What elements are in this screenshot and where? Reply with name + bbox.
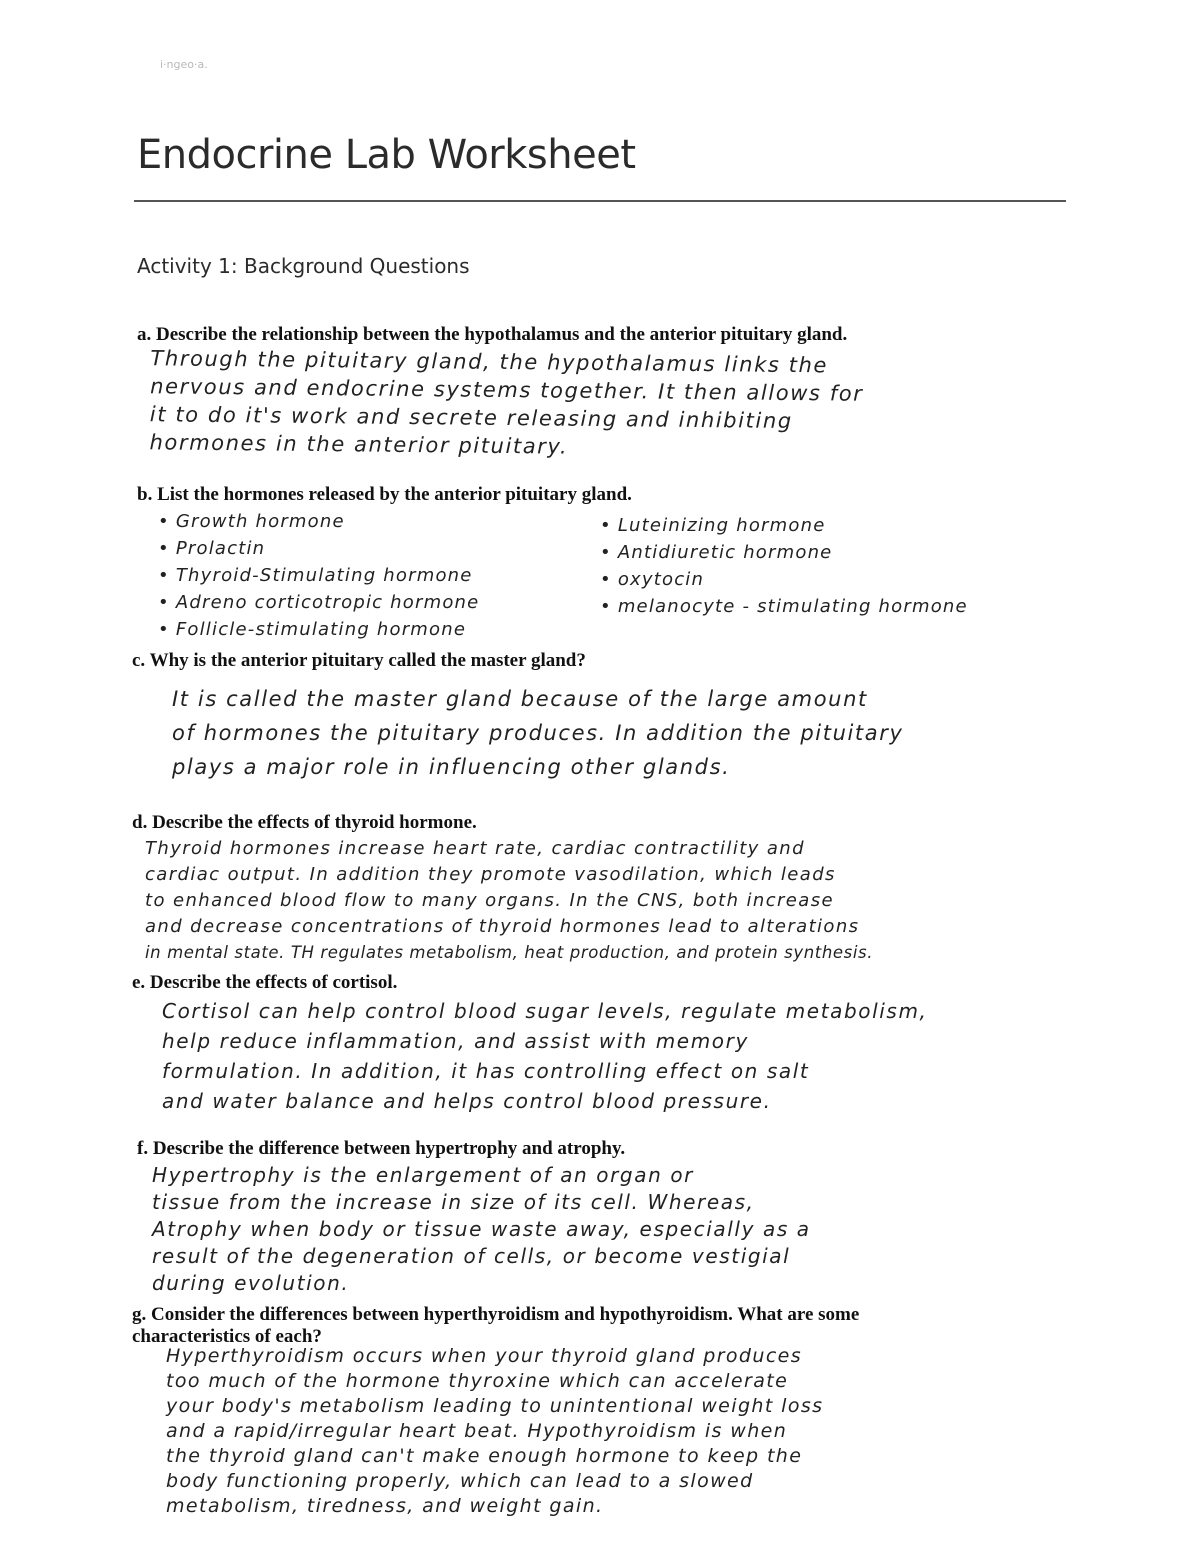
question-d-answer xyxy=(145,836,873,966)
answer-line: tissue from the increase in size of its cell. Whereas, xyxy=(152,1190,755,1214)
answer-line: the thyroid gland can't make enough hormone to keep the xyxy=(166,1445,803,1467)
answer-line: it to do it's work and secrete releasing and inhibiting xyxy=(149,402,793,433)
hormone-list-right xyxy=(600,512,968,620)
answer-line: metabolism, tiredness, and weight gain. xyxy=(166,1495,604,1517)
answer-line: Atrophy when body or tissue waste away, especially as a xyxy=(152,1217,811,1241)
answer-line: of hormones the pituitary produces. In addition the pituitary xyxy=(172,721,904,745)
answer-line: and water balance and helps control blood pressure. xyxy=(162,1089,772,1113)
list-item: • Follicle-stimulating hormone xyxy=(158,616,479,643)
question-e-answer xyxy=(162,996,928,1116)
question-f-answer xyxy=(152,1162,811,1297)
list-item: • Prolactin xyxy=(158,535,479,562)
list-item: • Luteinizing hormone xyxy=(600,512,968,539)
list-item: • Growth hormone xyxy=(158,508,479,535)
answer-line: plays a major role in influencing other glands. xyxy=(172,755,731,779)
answer-line: and a rapid/irregular heart beat. Hypothyroidism is when xyxy=(166,1420,788,1442)
answer-line: your body's metabolism leading to unintentional weight loss xyxy=(166,1395,824,1417)
answer-line: Cortisol can help control blood sugar levels, regulate metabolism, xyxy=(162,999,928,1023)
list-item: • Thyroid-Stimulating hormone xyxy=(158,562,479,589)
question-e-prompt: e. Describe the effects of cortisol. xyxy=(132,972,398,993)
question-c-prompt: c. Why is the anterior pituitary called the master gland? xyxy=(132,650,586,671)
list-item: • oxytocin xyxy=(600,566,968,593)
answer-line: too much of the hormone thyroxine which can accelerate xyxy=(166,1370,789,1392)
question-f-prompt: f. Describe the difference between hypertrophy and atrophy. xyxy=(137,1138,626,1159)
activity-heading: Activity 1: Background Questions xyxy=(137,254,470,278)
answer-line: result of the degeneration of cells, or become vestigial xyxy=(152,1244,791,1268)
answer-line: It is called the master gland because of the large amount xyxy=(172,687,868,711)
question-c-answer xyxy=(172,682,903,784)
list-item: • melanocyte - stimulating hormone xyxy=(600,593,968,620)
answer-line: in mental state. TH regulates metabolism, heat production, and protein synthesis. xyxy=(145,943,874,962)
answer-line: and decrease concentrations of thyroid hormones lead to alterations xyxy=(145,916,860,937)
title-divider xyxy=(134,200,1066,202)
page-title: Endocrine Lab Worksheet xyxy=(137,132,636,178)
question-a-answer xyxy=(149,344,864,463)
answer-line: Hypertrophy is the enlargement of an organ or xyxy=(152,1163,694,1187)
answer-line: hormones in the anterior pituitary. xyxy=(149,430,569,459)
question-a-prompt: a. Describe the relationship between the hypothalamus and the anterior pituitary gland. xyxy=(137,324,848,345)
answer-line: Hyperthyroidism occurs when your thyroid gland produces xyxy=(166,1345,803,1367)
question-g-prompt-line-2: characteristics of each? xyxy=(132,1326,322,1347)
list-item: • Antidiuretic hormone xyxy=(600,539,968,566)
scan-mark: i·ngeo·a. xyxy=(160,58,208,71)
answer-line: body functioning properly, which can lead to a slowed xyxy=(166,1470,754,1492)
answer-line: formulation. In addition, it has controlling effect on salt xyxy=(162,1059,810,1083)
question-g-prompt-line-1: g. Consider the differences between hyperthyroidism and hypothyroidism. What are some xyxy=(132,1304,860,1325)
answer-line: cardiac output. In addition they promote vasodilation, which leads xyxy=(145,864,836,885)
answer-line: Thyroid hormones increase heart rate, cardiac contractility and xyxy=(145,838,805,859)
question-g-answer xyxy=(166,1344,823,1519)
question-b-prompt: b. List the hormones released by the anterior pituitary gland. xyxy=(137,484,632,505)
answer-line: to enhanced blood flow to many organs. In the CNS, both increase xyxy=(145,890,834,911)
answer-line: help reduce inflammation, and assist with memory xyxy=(162,1029,749,1053)
list-item: • Adreno corticotropic hormone xyxy=(158,589,479,616)
answer-line: Through the pituitary gland, the hypothalamus links the xyxy=(150,346,829,378)
question-d-prompt: d. Describe the effects of thyroid hormone. xyxy=(132,812,477,833)
answer-line: during evolution. xyxy=(152,1271,350,1295)
answer-line: nervous and endocrine systems together. It then allows for xyxy=(150,374,864,406)
hormone-list-left xyxy=(158,508,479,643)
